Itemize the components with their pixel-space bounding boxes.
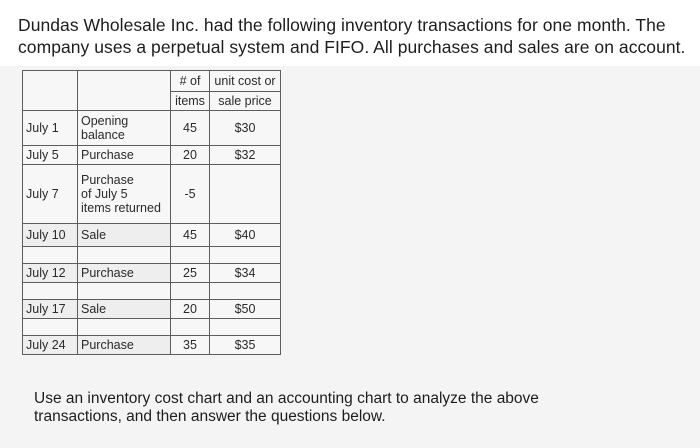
row-description: Purchase (78, 264, 171, 283)
row-description-line: Purchase (81, 173, 134, 187)
row-date: July 5 (23, 146, 78, 165)
row-price: $30 (210, 111, 281, 146)
row-date: July 24 (23, 336, 78, 355)
table-spacer-row (23, 247, 281, 264)
row-description: Sale (78, 224, 171, 247)
row-date: July 7 (23, 165, 78, 224)
instructions-line-1: Use an inventory cost chart and an accounting chart to analyze the above (34, 390, 539, 407)
intro-line-1: Dundas Wholesale Inc. had the following inventory transactions for one month. The (18, 15, 666, 35)
table-spacer-row (23, 283, 281, 300)
row-qty: 45 (171, 111, 210, 146)
row-description-line: items returned (81, 201, 161, 215)
header-price-line1: unit cost or (210, 71, 281, 92)
table-row (23, 111, 281, 146)
row-qty: 25 (171, 264, 210, 283)
row-qty: 45 (171, 224, 210, 247)
table-row (23, 146, 281, 165)
table-row (23, 224, 281, 247)
header-qty-line1: # of (171, 71, 210, 92)
inventory-table (22, 70, 281, 355)
row-date: July 12 (23, 264, 78, 283)
row-price (210, 165, 281, 224)
instructions-line-2: transactions, and then answer the questions below. (34, 408, 386, 425)
row-description: Purchase (78, 146, 171, 165)
table-header-row (23, 71, 281, 92)
row-description-line: balance (81, 128, 125, 142)
header-price-line2: sale price (210, 92, 281, 111)
header-empty-desc (78, 71, 171, 111)
row-price: $35 (210, 336, 281, 355)
table-row (23, 165, 281, 224)
table-row (23, 300, 281, 319)
row-description (78, 111, 171, 146)
row-date: July 1 (23, 111, 78, 146)
row-qty: -5 (171, 165, 210, 224)
row-description: Sale (78, 300, 171, 319)
table-row (23, 336, 281, 355)
row-description: Purchase (78, 336, 171, 355)
row-qty: 20 (171, 300, 210, 319)
row-price: $40 (210, 224, 281, 247)
row-price: $32 (210, 146, 281, 165)
intro-line-2: company uses a perpetual system and FIFO. All purchases and sales are on account. (18, 37, 686, 57)
row-description-line: Opening (81, 114, 129, 128)
row-qty: 35 (171, 336, 210, 355)
row-price: $34 (210, 264, 281, 283)
row-price: $50 (210, 300, 281, 319)
table-row (23, 264, 281, 283)
row-description (78, 165, 171, 224)
row-date: July 17 (23, 300, 78, 319)
intro-text (18, 14, 688, 58)
header-empty-date (23, 71, 78, 111)
table-spacer-row (23, 319, 281, 336)
row-description-line: of July 5 (81, 187, 128, 201)
row-qty: 20 (171, 146, 210, 165)
header-qty-line2: items (171, 92, 210, 111)
instructions-text (34, 390, 674, 426)
row-date: July 10 (23, 224, 78, 247)
